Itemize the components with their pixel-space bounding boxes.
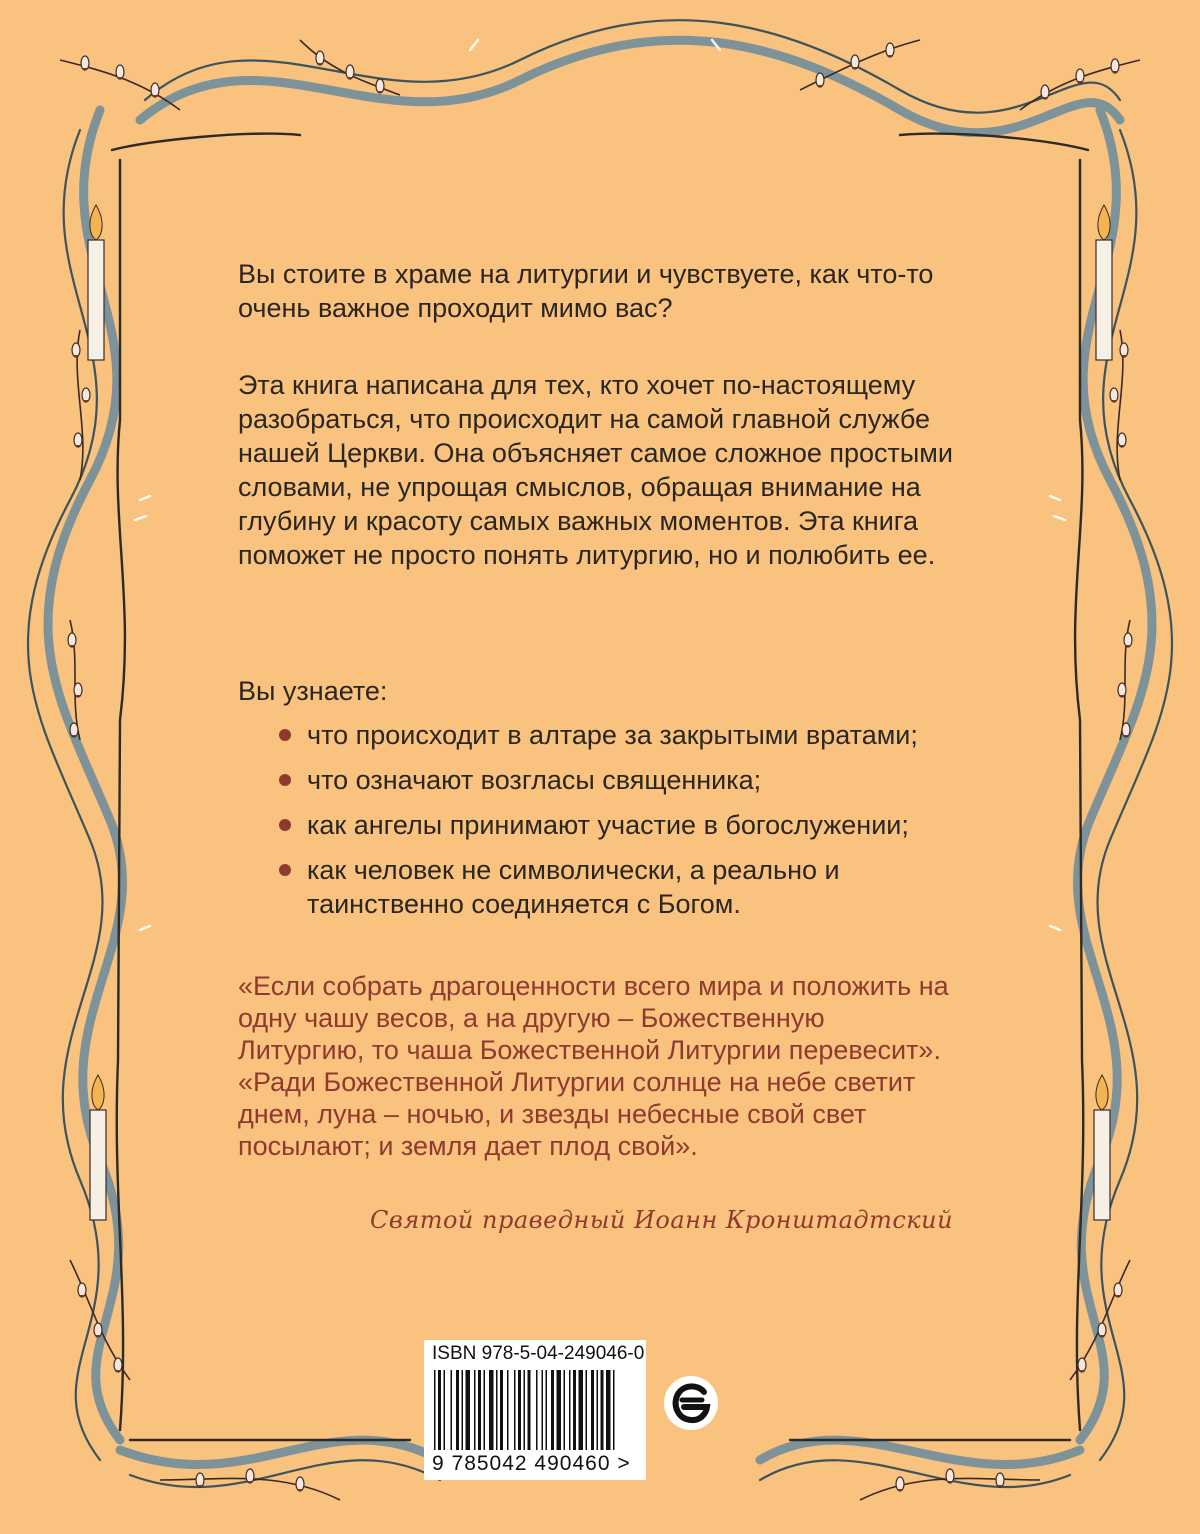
- isbn-number: ISBN 978-5-04-249046-0: [432, 1343, 645, 1364]
- learn-list: [277, 718, 977, 921]
- list-item-text: что происходит в алтаре за закрытыми вратами;: [307, 720, 918, 750]
- list-item-text: как человек не символически, а реально и таинственно соединяется с Богом.: [307, 855, 840, 919]
- list-item-text: как ангелы принимают участие в богослужении;: [307, 810, 909, 840]
- isbn-barcode-block: [424, 1340, 646, 1480]
- bullet-dot-icon: [279, 774, 291, 786]
- list-item: [277, 808, 977, 842]
- bullet-dot-icon: [279, 864, 291, 876]
- learn-heading: Вы узнаете:: [238, 676, 388, 706]
- bullet-dot-icon: [279, 819, 291, 831]
- eksmo-logo-icon: [662, 1374, 720, 1432]
- quote-paragraph: «Если собрать драгоценности всего мира и положить на одну чашу весов, а на другую – Божественную Литургию, то чаша Божественной Литургии перевесит». «Ради Божественной Литургии солнце на небе светит днем, луна – ночью, и звезды небесные свой свет посылают; и земля дает плод свой».: [238, 971, 949, 1161]
- description-paragraph: Эта книга написана для тех, кто хочет по-настоящему разобраться, что происходит на самой главной службе нашей Церкви. Она объясняет самое сложное простыми словами, не упрощая смыслов, обращая внимание на глубину и красоту самых важных моментов. Эта книга поможет не просто понять литургию, но и полюбить ее.: [238, 370, 953, 570]
- list-item: [277, 853, 847, 921]
- list-item: [277, 763, 977, 797]
- barcode-icon: [432, 1370, 638, 1454]
- quote-attribution: Святой праведный Иоанн Кронштадтский: [370, 1206, 954, 1234]
- bullet-dot-icon: [279, 729, 291, 741]
- list-item-text: что означают возгласы священника;: [307, 765, 762, 795]
- list-item: [277, 718, 977, 752]
- ean-digits: 9 785042 490460 >: [432, 1452, 631, 1475]
- intro-paragraph: Вы стоите в храме на литургии и чувствуете, как что-то очень важное проходит мимо вас?: [238, 259, 934, 323]
